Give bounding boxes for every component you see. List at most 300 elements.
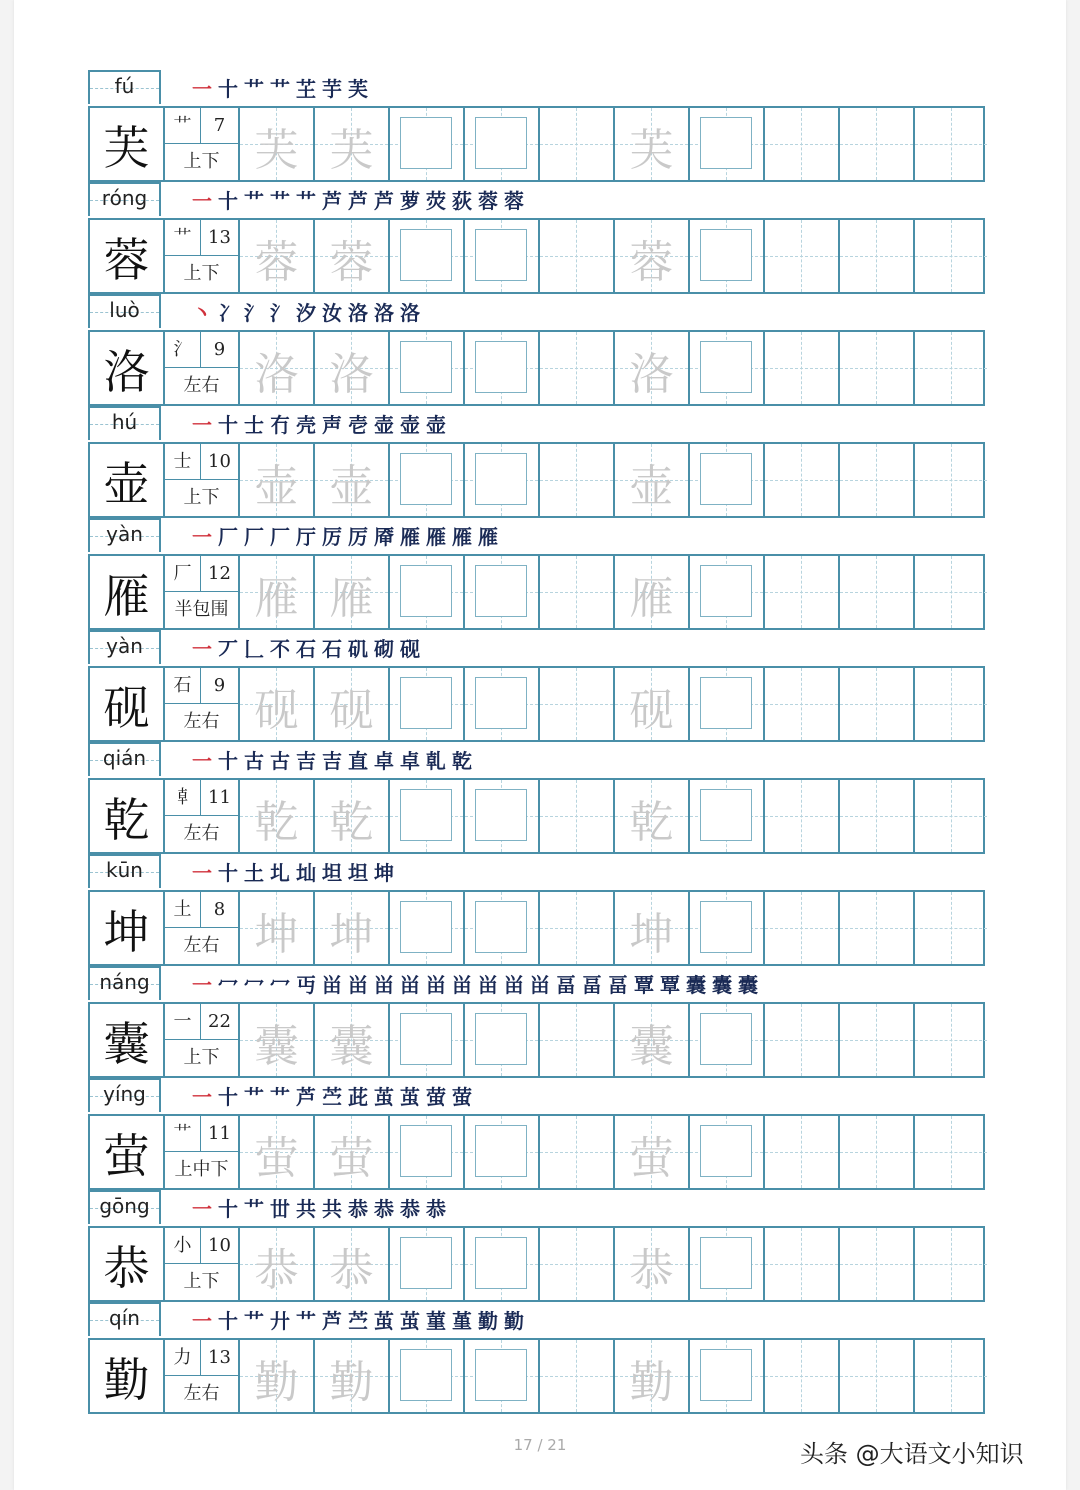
writing-box-cell[interactable] (690, 108, 765, 180)
trace-cell[interactable] (615, 1340, 690, 1412)
practice-grid-row (88, 1226, 985, 1302)
trace-character: 乾 (629, 797, 674, 848)
stroke-step: 畄 (400, 973, 426, 997)
writing-box-cell[interactable] (690, 220, 765, 292)
stroke-step: 坦 (322, 861, 348, 885)
trace-cell[interactable] (240, 444, 315, 516)
model-character-cell (90, 556, 165, 628)
stroke-step: 囊 (738, 973, 764, 997)
practice-grid-row (88, 1002, 985, 1078)
writing-box-cell[interactable] (390, 108, 465, 180)
writing-box-cell[interactable] (690, 332, 765, 404)
stroke-step: 圸 (296, 861, 322, 885)
writing-box-cell[interactable] (465, 444, 540, 516)
trace-character: 坤 (329, 909, 374, 960)
practice-cell[interactable] (540, 220, 615, 292)
radical-label: 石 (165, 668, 201, 704)
stroke-step: 恭 (400, 1197, 426, 1221)
writing-box-cell[interactable] (465, 332, 540, 404)
trace-cell[interactable] (240, 556, 315, 628)
stroke-step: 不 (270, 637, 296, 661)
practice-cell[interactable] (915, 1004, 987, 1076)
trace-cell[interactable] (615, 892, 690, 964)
trace-character: 芙 (254, 125, 299, 176)
pinyin-text: yíng (103, 1082, 146, 1106)
stroke-order-sequence (192, 186, 530, 216)
practice-cell[interactable] (765, 1004, 840, 1076)
grid-guide-horizontal (840, 1376, 913, 1377)
pinyin-cell (88, 518, 161, 552)
practice-cell[interactable] (915, 444, 987, 516)
model-character-cell (90, 108, 165, 180)
trace-cell[interactable] (240, 1116, 315, 1188)
writing-box-cell[interactable] (690, 444, 765, 516)
trace-character: 雁 (254, 573, 299, 624)
stroke-step: 厂 (270, 525, 296, 549)
character-info-cell (165, 1004, 240, 1076)
grid-guide-horizontal (540, 368, 613, 369)
trace-character: 雁 (329, 573, 374, 624)
grid-guide-horizontal (840, 1152, 913, 1153)
structure-label: 上下 (183, 263, 220, 284)
radical-label: 小 (165, 1228, 201, 1264)
character-entry (88, 1078, 985, 1190)
stroke-step: 荻 (452, 189, 478, 213)
stroke-step: 壱 (348, 413, 374, 437)
pinyin-text: náng (99, 970, 150, 994)
practice-grid-row (88, 218, 985, 294)
grid-guide-horizontal (915, 368, 987, 369)
stroke-step: 洛 (348, 301, 374, 325)
stroke-step: 雁 (452, 525, 478, 549)
writing-box-cell[interactable] (465, 1228, 540, 1300)
writing-box-cell[interactable] (390, 1004, 465, 1076)
practice-grid-row (88, 890, 985, 966)
model-character-cell (90, 1116, 165, 1188)
stroke-step: 坤 (374, 861, 400, 885)
pinyin-text: qián (102, 746, 147, 770)
model-character: 雁 (103, 569, 150, 623)
pinyin-text: yàn (106, 522, 143, 546)
writing-box-cell[interactable] (390, 1228, 465, 1300)
radical-label: 厂 (165, 556, 201, 592)
stroke-step: 厉 (348, 525, 374, 549)
practice-cell[interactable] (840, 1340, 915, 1412)
writing-box (400, 1237, 452, 1289)
practice-cell[interactable] (765, 444, 840, 516)
practice-cell[interactable] (915, 1116, 987, 1188)
trace-cell[interactable] (315, 1004, 390, 1076)
trace-character: 壶 (629, 461, 674, 512)
writing-box (700, 341, 752, 393)
grid-guide-horizontal (840, 480, 913, 481)
practice-cell[interactable] (840, 1228, 915, 1300)
practice-cell[interactable] (840, 444, 915, 516)
stroke-step: 厂 (244, 525, 270, 549)
stroke-step: 十 (218, 413, 244, 437)
practice-cell[interactable] (840, 892, 915, 964)
trace-cell[interactable] (240, 108, 315, 180)
trace-character: 蓉 (629, 237, 674, 288)
pinyin-text: luò (109, 298, 140, 322)
practice-cell[interactable] (840, 1116, 915, 1188)
trace-cell[interactable] (315, 668, 390, 740)
stroke-step: 厂 (218, 525, 244, 549)
writing-box-cell[interactable] (690, 556, 765, 628)
grid-guide-horizontal (840, 1040, 913, 1041)
stroke-step: 丶 (192, 301, 218, 325)
practice-cell[interactable] (915, 892, 987, 964)
trace-cell[interactable] (615, 1116, 690, 1188)
pinyin-text: kūn (106, 858, 143, 882)
stroke-step: 丏 (296, 973, 322, 997)
pinyin-cell (88, 70, 161, 104)
stroke-order-sequence (192, 746, 478, 776)
grid-guide-horizontal (540, 1376, 613, 1377)
grid-guide-horizontal (765, 480, 838, 481)
practice-cell[interactable] (840, 220, 915, 292)
stroke-step: 圠 (270, 861, 296, 885)
writing-box (700, 789, 752, 841)
stroke-step: 艹 (270, 1085, 296, 1109)
stroke-step: 覃 (634, 973, 660, 997)
practice-cell[interactable] (915, 1228, 987, 1300)
pinyin-cell (88, 1302, 161, 1336)
grid-guide-horizontal (765, 1040, 838, 1041)
stroke-count: 22 (201, 1004, 238, 1040)
writing-box-cell[interactable] (390, 220, 465, 292)
writing-box (400, 677, 452, 729)
practice-cell[interactable] (540, 892, 615, 964)
practice-cell[interactable] (540, 444, 615, 516)
structure-label: 左右 (183, 375, 220, 396)
practice-cell[interactable] (915, 332, 987, 404)
stroke-step: 茧 (374, 1085, 400, 1109)
grid-guide-horizontal (915, 592, 987, 593)
trace-character: 萤 (254, 1133, 299, 1184)
trace-cell[interactable] (240, 1228, 315, 1300)
stroke-step: 畐 (608, 973, 634, 997)
stroke-step: 畄 (426, 973, 452, 997)
trace-cell[interactable] (615, 1004, 690, 1076)
writing-box-cell[interactable] (690, 668, 765, 740)
stroke-step: 艹 (244, 1309, 270, 1333)
writing-box-cell[interactable] (465, 1340, 540, 1412)
writing-box-cell[interactable] (390, 1340, 465, 1412)
grid-guide-horizontal (840, 704, 913, 705)
character-entry (88, 966, 985, 1078)
writing-box-cell[interactable] (390, 332, 465, 404)
practice-cell[interactable] (915, 780, 987, 852)
stroke-step: 冇 (270, 413, 296, 437)
stroke-count: 13 (201, 1340, 238, 1376)
writing-box-cell[interactable] (690, 1340, 765, 1412)
character-entry (88, 406, 985, 518)
trace-cell[interactable] (315, 1116, 390, 1188)
trace-character: 雁 (629, 573, 674, 624)
stroke-step: 蓉 (478, 189, 504, 213)
practice-cell[interactable] (540, 1340, 615, 1412)
writing-box (700, 565, 752, 617)
writing-box-cell[interactable] (390, 556, 465, 628)
trace-cell[interactable] (315, 1340, 390, 1412)
trace-cell[interactable] (615, 668, 690, 740)
stroke-step: 壳 (296, 413, 322, 437)
practice-cell[interactable] (765, 556, 840, 628)
trace-cell[interactable] (615, 108, 690, 180)
stroke-step: 艹 (244, 1085, 270, 1109)
model-character: 勤 (103, 1353, 150, 1407)
practice-cell[interactable] (915, 108, 987, 180)
trace-character: 勤 (329, 1357, 374, 1408)
stroke-step: 洛 (400, 301, 426, 325)
practice-cell[interactable] (915, 556, 987, 628)
writing-box-cell[interactable] (465, 1004, 540, 1076)
writing-box-cell[interactable] (465, 220, 540, 292)
stroke-step: 壶 (400, 413, 426, 437)
character-info-cell (165, 108, 240, 180)
character-entry (88, 518, 985, 630)
stroke-step: 恭 (374, 1197, 400, 1221)
trace-cell[interactable] (615, 220, 690, 292)
character-info-cell (165, 780, 240, 852)
stroke-step: 雁 (478, 525, 504, 549)
pinyin-cell (88, 1190, 161, 1224)
practice-cell[interactable] (765, 668, 840, 740)
practice-cell[interactable] (765, 332, 840, 404)
stroke-step: 一 (192, 861, 218, 885)
stroke-step: 萤 (452, 1085, 478, 1109)
pinyin-cell (88, 294, 161, 328)
grid-guide-horizontal (540, 816, 613, 817)
stroke-step: 芦 (322, 1309, 348, 1333)
practice-cell[interactable] (840, 1004, 915, 1076)
stroke-step: 壶 (374, 413, 400, 437)
stroke-count: 11 (201, 780, 238, 816)
trace-cell[interactable] (315, 220, 390, 292)
practice-cell[interactable] (915, 220, 987, 292)
model-character-cell (90, 444, 165, 516)
writing-box (700, 677, 752, 729)
trace-character: 芙 (329, 125, 374, 176)
writing-box-cell[interactable] (390, 892, 465, 964)
practice-cell[interactable] (765, 1116, 840, 1188)
pinyin-text: hú (111, 410, 138, 434)
trace-character: 蓉 (254, 237, 299, 288)
trace-cell[interactable] (315, 892, 390, 964)
practice-cell[interactable] (540, 1228, 615, 1300)
stroke-step: 一 (192, 189, 218, 213)
stroke-step: 十 (218, 1197, 244, 1221)
grid-guide-horizontal (765, 144, 838, 145)
trace-cell[interactable] (240, 780, 315, 852)
stroke-step: 十 (218, 861, 244, 885)
trace-cell[interactable] (240, 892, 315, 964)
stroke-step: 囊 (712, 973, 738, 997)
practice-cell[interactable] (840, 556, 915, 628)
structure-label: 左右 (183, 1383, 220, 1404)
writing-box-cell[interactable] (690, 1004, 765, 1076)
practice-cell[interactable] (915, 1340, 987, 1412)
practice-cell[interactable] (840, 668, 915, 740)
trace-cell[interactable] (315, 108, 390, 180)
practice-cell[interactable] (540, 1004, 615, 1076)
stroke-order-sequence (192, 970, 764, 1000)
writing-box-cell[interactable] (465, 892, 540, 964)
practice-cell[interactable] (540, 332, 615, 404)
writing-box-cell[interactable] (465, 556, 540, 628)
stroke-step: 苎 (322, 1085, 348, 1109)
writing-box-cell[interactable] (690, 780, 765, 852)
stroke-step: 一 (192, 413, 218, 437)
grid-guide-horizontal (915, 480, 987, 481)
practice-cell[interactable] (540, 780, 615, 852)
trace-cell[interactable] (240, 1004, 315, 1076)
trace-cell[interactable] (615, 444, 690, 516)
writing-box-cell[interactable] (690, 892, 765, 964)
practice-cell[interactable] (765, 780, 840, 852)
writing-box (700, 1125, 752, 1177)
stroke-step: 厅 (296, 525, 322, 549)
practice-cell[interactable] (840, 108, 915, 180)
trace-cell[interactable] (240, 1340, 315, 1412)
trace-cell[interactable] (615, 780, 690, 852)
character-entry (88, 1302, 985, 1414)
stroke-step: 荧 (426, 189, 452, 213)
stroke-order-sequence (192, 634, 426, 664)
writing-box-cell[interactable] (465, 668, 540, 740)
writing-box-cell[interactable] (390, 668, 465, 740)
stroke-step: 恭 (348, 1197, 374, 1221)
trace-cell[interactable] (315, 780, 390, 852)
grid-guide-horizontal (765, 1264, 838, 1265)
character-info-cell (165, 444, 240, 516)
character-entry (88, 182, 985, 294)
stroke-step: 冖 (270, 973, 296, 997)
stroke-step: 十 (218, 77, 244, 101)
stroke-step: 勤 (478, 1309, 504, 1333)
stroke-step: 一 (192, 77, 218, 101)
character-entry (88, 854, 985, 966)
trace-cell[interactable] (240, 668, 315, 740)
structure-label: 左右 (183, 823, 220, 844)
trace-cell[interactable] (240, 220, 315, 292)
stroke-step: 芦 (374, 189, 400, 213)
stroke-step: 畄 (322, 973, 348, 997)
trace-cell[interactable] (240, 332, 315, 404)
grid-guide-horizontal (765, 1376, 838, 1377)
practice-grid-row (88, 666, 985, 742)
practice-cell[interactable] (540, 1116, 615, 1188)
radical-label: 氵 (165, 332, 201, 368)
practice-cell[interactable] (915, 668, 987, 740)
practice-cell[interactable] (840, 780, 915, 852)
grid-guide-horizontal (915, 144, 987, 145)
practice-cell[interactable] (765, 892, 840, 964)
trace-cell[interactable] (315, 444, 390, 516)
grid-guide-horizontal (840, 592, 913, 593)
stroke-step: 丗 (270, 1197, 296, 1221)
stroke-step: 直 (348, 749, 374, 773)
grid-guide-horizontal (840, 1264, 913, 1265)
stroke-step: 一 (192, 973, 218, 997)
stroke-count: 8 (201, 892, 238, 928)
structure-label: 上下 (183, 1047, 220, 1068)
trace-cell[interactable] (315, 1228, 390, 1300)
trace-character: 萤 (329, 1133, 374, 1184)
practice-cell[interactable] (540, 108, 615, 180)
trace-character: 囊 (629, 1021, 674, 1072)
stroke-step: 蓉 (504, 189, 530, 213)
stroke-step: 艹 (296, 1309, 322, 1333)
stroke-step: 石 (322, 637, 348, 661)
trace-cell[interactable] (615, 332, 690, 404)
model-character: 洛 (103, 345, 150, 399)
practice-grid-row (88, 1114, 985, 1190)
trace-character: 洛 (629, 349, 674, 400)
trace-character: 囊 (254, 1021, 299, 1072)
practice-cell[interactable] (840, 332, 915, 404)
practice-cell[interactable] (765, 1228, 840, 1300)
stroke-step: 畄 (348, 973, 374, 997)
practice-cell[interactable] (540, 556, 615, 628)
writing-box-cell[interactable] (465, 108, 540, 180)
model-character-cell (90, 220, 165, 292)
watermark: 头条 @大语文小知识 (800, 1440, 1024, 1468)
pinyin-text: fú (114, 74, 135, 98)
stroke-step: 畄 (530, 973, 556, 997)
structure-label: 上下 (183, 1271, 220, 1292)
trace-cell[interactable] (315, 556, 390, 628)
stroke-step: 声 (322, 413, 348, 437)
character-entry (88, 294, 985, 406)
trace-character: 壶 (329, 461, 374, 512)
trace-cell[interactable] (315, 332, 390, 404)
practice-cell[interactable] (540, 668, 615, 740)
stroke-step: 艹 (244, 1197, 270, 1221)
writing-box-cell[interactable] (690, 1228, 765, 1300)
practice-cell[interactable] (765, 1340, 840, 1412)
writing-box (475, 229, 527, 281)
practice-cell[interactable] (765, 108, 840, 180)
stroke-step: 吉 (296, 749, 322, 773)
pinyin-text: gōng (99, 1194, 150, 1218)
stroke-order-sequence (192, 1082, 478, 1112)
writing-box-cell[interactable] (390, 444, 465, 516)
stroke-step: 汝 (322, 301, 348, 325)
trace-cell[interactable] (615, 556, 690, 628)
trace-cell[interactable] (615, 1228, 690, 1300)
writing-box-cell[interactable] (465, 780, 540, 852)
model-character: 芙 (103, 121, 150, 175)
character-info-cell (165, 1340, 240, 1412)
writing-box-cell[interactable] (390, 1116, 465, 1188)
stroke-step: 菫 (426, 1309, 452, 1333)
trace-character: 恭 (329, 1245, 374, 1296)
trace-character: 洛 (329, 349, 374, 400)
stroke-count: 9 (201, 332, 238, 368)
writing-box (700, 1237, 752, 1289)
model-character: 坤 (103, 905, 150, 959)
stroke-step: 芏 (296, 77, 322, 101)
writing-box-cell[interactable] (465, 1116, 540, 1188)
radical-label: 𠦝 (165, 780, 201, 816)
writing-box-cell[interactable] (690, 1116, 765, 1188)
stroke-count: 10 (201, 1228, 238, 1264)
character-info-cell (165, 556, 240, 628)
writing-box-cell[interactable] (390, 780, 465, 852)
practice-cell[interactable] (765, 220, 840, 292)
